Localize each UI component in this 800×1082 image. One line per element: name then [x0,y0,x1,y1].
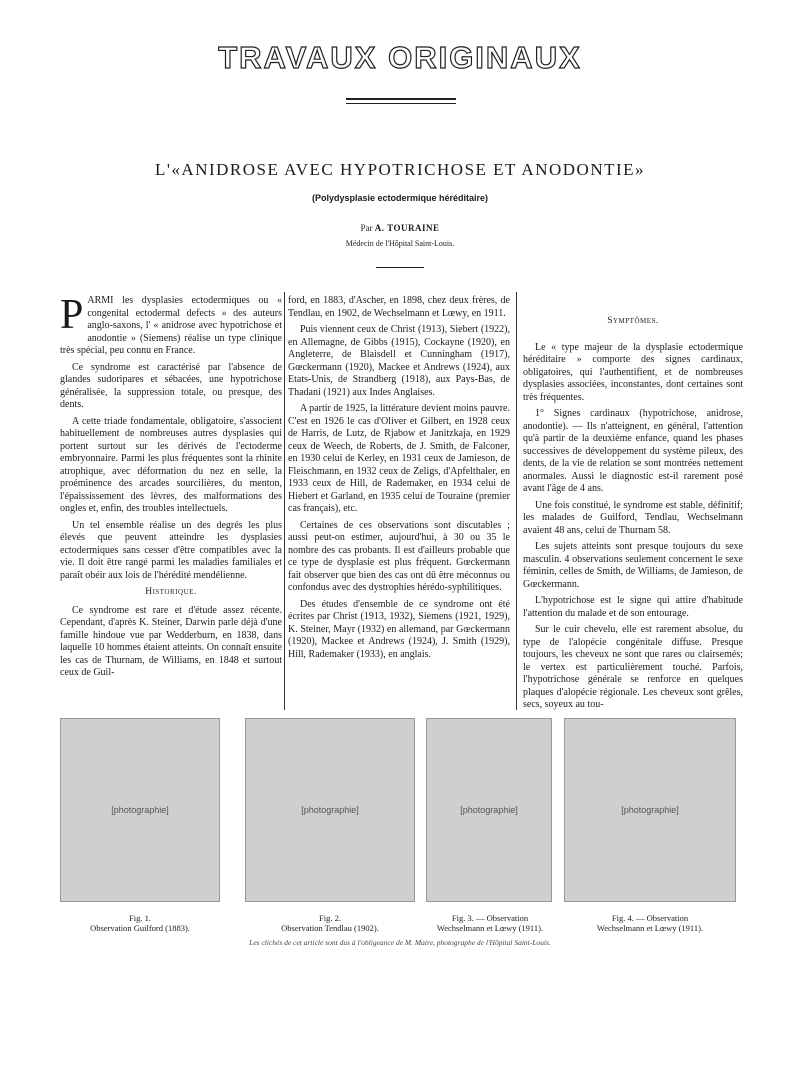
figure-2-photo [245,718,415,902]
banner-rule-2 [346,103,456,104]
photo-credit: Les clichés de cet article sont dus à l'obligeance de M. Maire, photographe de l'Hôpital Saint-Louis. [249,938,551,947]
col1-paragraph: Ce syndrome est caractérisé par l'absence de glandes sudoripares et sébacées, une hypotrichose généralisée, la suppression totale, ou presque, des dents. [60,361,282,410]
section-heading-symptomes: Symptômes. [607,316,659,326]
figure-4-photo [564,718,736,902]
col3-paragraph: Sur le cuir chevelu, elle est rarement absolue, du type de l'alopécie congénitale diffuse. Presque toujours, les cheveux ne sont que rares ou clairsemés; le vertex est particulièrement touché. Parfois, l'hypotrichose générale se renforce en quelques plaques d'alopécie régionale. Les cheveux sont grêles, secs, soyeux au tou- [523,624,743,710]
col2-paragraph: ford, en 1883, d'Ascher, en 1898, chez deux frères, de Tendlau, en 1902, de Wechselmann et Lœwy, en 1911. [288,295,510,319]
col1-paragraph: A cette triade fondamentale, obligatoire, s'associent habituellement de nombreuses autres dysplasies qui portent surtout sur les dérivés de l'ectoderme embryonnaire. Parmi les plus fréquentes sont la rhinite atrophique, avec déformation du nez en selle, la proéminence des arcades sourcilières, du menton, l'épaississement des lèvres, des malformations des ongles et, enfin, des troubles intellectuels. [60,415,282,514]
figure-label: Fig. 2. [319,913,341,923]
figure-3-caption [420,913,560,933]
text-column-2 [288,295,510,665]
col3-paragraph: L'hypotrichose est le signe qui attire d'habitude l'attention du malade et de son entourage. [523,595,743,619]
journal-section-banner: TRAVAUX ORIGINAUX [218,40,582,75]
figure-caption-text: Observation Tendlau (1902). [281,923,379,933]
col1-paragraph: Ce syndrome est rare et d'étude assez récente. Cependant, d'après K. Steiner, Darwin parle déjà d'une famille hindoue vue par Wedderburn, en 1838, dans laquelle 10 hommes étaient atteints. On connaît ensuite les cas de Thurnam, de Williams, en 1848 et surtout ceux de Guil- [60,604,282,678]
col2-paragraph: Des études d'ensemble de ce syndrome ont été écrites par Christ (1913, 1932), Siemens (1921, 1929), K. Steiner, Mayr (1932) en allemand, par Gœckermann (1920), Mackee et Andrews (1924), J. Smith (1929), Hill, Rademaker (1933), en anglais. [288,598,510,660]
figure-caption-text: Wechselmann et Lœwy (1911). [596,923,704,933]
col2-paragraph: A partir de 1925, la littérature devient moins pauvre. C'est en 1926 le cas d'Oliver et Gilbert, en 1928 ceux de Harris, de Lutz, de Rjabow et Janitzkaja, en 1929 ceux de Weech, de Roberts, de J. Smith, de Falconer, en 1930 celui de Kerley, en 1931 ceux de Jamieson, de Fleischmann, en 1932 ceux de Zeligs, d'Apfelthaler, en 1933 ceux de Hill, de Rademaker, en 1934 celui de Hiebert et Garland, en 1935 celui de Touraine (premier cas français), etc. [288,403,510,514]
figure-2-caption [245,913,415,933]
photo-placeholder: [photographie] [111,805,169,815]
byline [0,223,800,233]
column-divider-2 [516,292,517,710]
col3-paragraph: Le « type majeur de la dysplasie ectodermique héréditaire » comporte des signes cardinaux, obligatoires, qui l'authentifient, et de nombreuses dysplasies associées, inconstantes, dont certaines sont très fréquentes. [523,341,743,403]
figure-4-caption [564,913,736,933]
col3-paragraph: Les sujets atteints sont presque toujours du sexe masculin. 4 observations seulement concernent le sexe féminin, celles de Smith, de Williams, de Jamieson, de Gœckermann. [523,541,743,590]
col1-paragraph: Un tel ensemble réalise un des degrés les plus élevés que peuvent atteindre les dysplasies ectodermiques sans cesser d'être compatibles avec la vie. Il doit être rangé parmi les maladies familiales et paraît obéir aux lois de l'hérédité mendélienne. [60,519,282,581]
column-divider-1 [284,292,285,710]
col3-paragraph: 1° Signes cardinaux (hypotrichose, anidrose, anodontie). — Ils n'atteignent, en général, l'attention qu'à partir de la deuxième enfance, quand les phases successives de développement du système pileux, des dents, de la vie de relation se sont montrées nettement anormales. Aussi le diagnostic est-il rarement posé avant l'âge de 4 ans. [523,408,743,494]
col1-paragraph: ARMI les dysplasies ectodermiques ou « congenital ectodermal defects » des auteurs anglo-saxons, l' « anidrose avec hypotrichose et anodontie » (Siemens) réalise un type clinique très spécial, peu connu en France. [60,295,282,356]
figure-caption-text: Wechselmann et Lœwy (1911). [436,923,544,933]
figure-label: Fig. 3. — Observation [451,913,529,923]
col2-paragraph: Puis viennent ceux de Christ (1913), Siebert (1922), en Allemagne, de Gibbs (1915), Cockayne (1920), en Angleterre, de Blaisdell et Cunningham (1917), Gœckermann (1920), Mackee et Andrews (1924), aux Etats-Unis, de Strandberg (1918), aux Pays-Bas, de Thadani (1921) aux Indes Anglaises. [288,324,510,398]
photo-placeholder: [photographie] [621,805,679,815]
article-subtitle: (Polydysplasie ectodermique héréditaire) [311,193,489,203]
col3-paragraph: Une fois constitué, le syndrome est stable, définitif; les malades de Guilford, Tendlau, Wechselmann avaient 48 ans, celui de Thurnam 58. [523,499,743,536]
article-title: L'«ANIDROSE AVEC HYPOTRICHOSE ET ANODONTIE» [154,160,646,179]
figure-label: Fig. 1. [129,913,151,923]
text-column-3 [523,295,743,716]
banner-rule-1 [346,98,456,100]
figure-1-caption [60,913,220,933]
photo-placeholder: [photographie] [301,805,359,815]
figure-label: Fig. 4. — Observation [611,913,689,923]
author-name: A. TOURAINE [374,223,440,233]
col2-paragraph: Certaines de ces observations sont discutables ; aussi peut-on estimer, aujourd'hui, à 30 ou 35 le nombre des cas probants. Il est d'ailleurs probable que ce type de dysplasie est plus fréquent. Gœckermann fait observer que bien des cas ont dû être méconnus ou confondus avec des dystrophies hérédo-syphilitiques. [288,519,510,593]
figure-caption-text: Observation Guilford (1883). [90,923,190,933]
figure-1-photo [60,718,220,902]
figure-3-photo [426,718,552,902]
photo-placeholder: [photographie] [460,805,518,815]
text-column-1 [60,292,282,684]
drop-cap: P [60,292,84,338]
byline-prefix: Par [360,223,373,233]
section-heading-historique: Historique. [145,587,197,597]
title-rule [376,267,424,268]
author-affiliation: Médecin de l'Hôpital Saint-Louis. [345,239,455,248]
